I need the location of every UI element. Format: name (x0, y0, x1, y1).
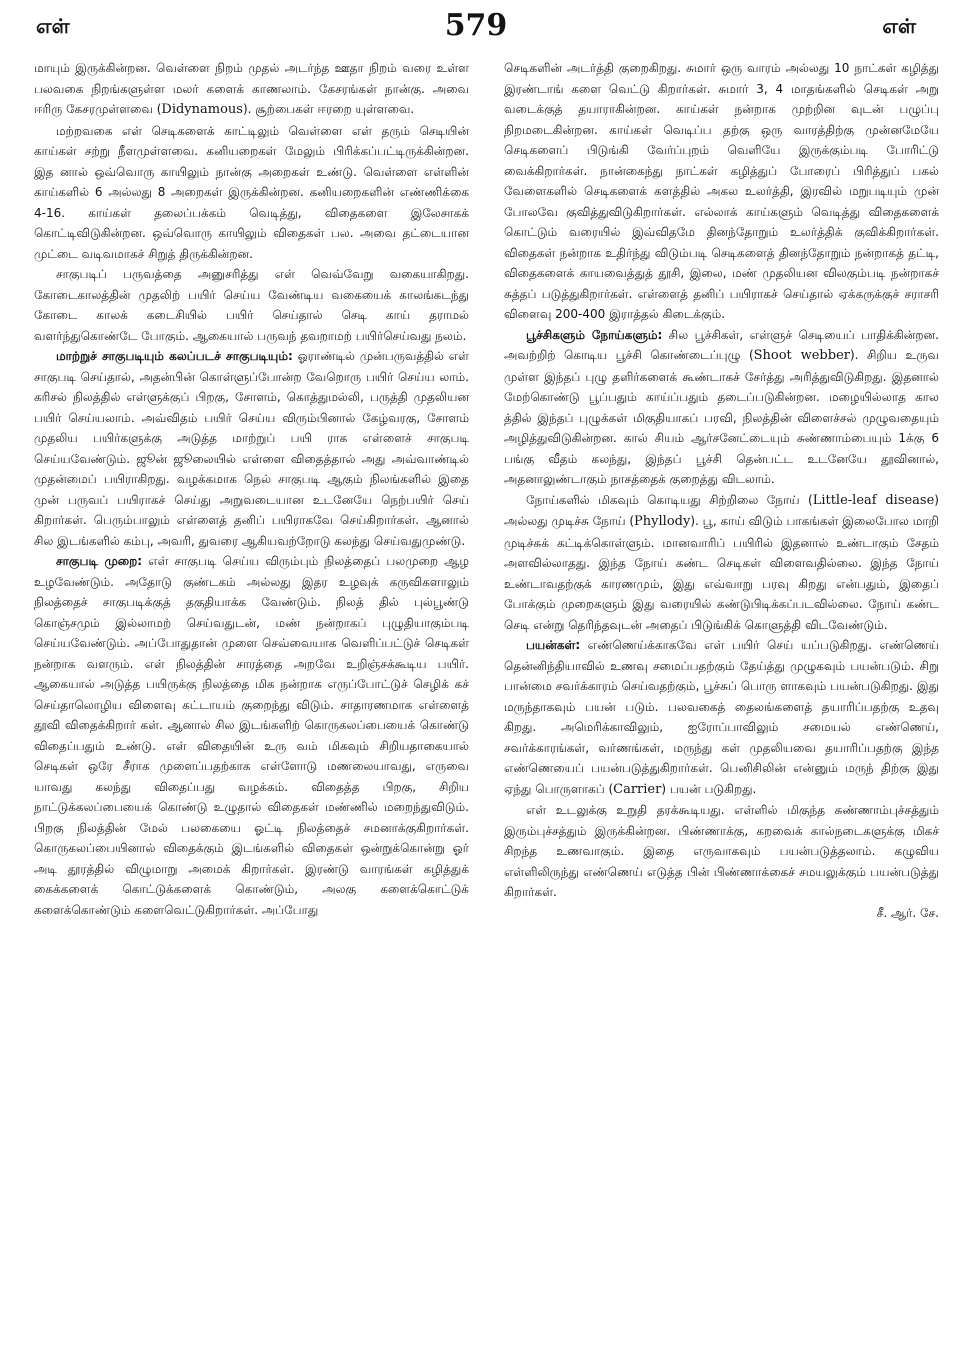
paragraph: சாகுபடிப் பருவத்தை அனுசரித்து எள் வெவ்வேறு வகையாகிறது. கோடைகாலத்தின் முதலிற் பயிர் செய்ய வேண்டிய வகையைக் காலங்கடந்து கோடை காலக் கடைசியில் பயிர் செய்தால் செடி காய் தராமல் வளர்ந்துகொண்டே போகும். ஆகையால் பருவந் தவறாமற் பயிர்செய்வது நலம். (34, 267, 469, 343)
paragraph: மற்றவகை எள் செடிகளைக் காட்டிலும் வெள்ளை எள் தரும் செடியின் காய்கள் சற்று நீளமுள்ளவை. கனியறைகள் மேலும் பிரிக்கப்பட்டிருக்கின்றன. இத னால் ஒவ்வொரு காயிலும் நான்கு அறைகள் உண்டு. வெள்ளை எள்ளின் காய்களில் 6 அல்லது 8 அறைகள் இருக்கின்றன. கனியறைகளின் எண்ணிக்கை 4-16. காய்கள் தலைப்பக்கம் வெடித்து, விதைகளை இலேசாகக் கொட்டிவிடுகின்றன. ஒவ்வொரு காயிலும் விதைகள் பல. அவை தட்டையான முட்டை வடிவமாகச் சிறுத் திருக்கின்றன. (34, 123, 469, 261)
paragraph: மாற்றுச் சாகுபடியும் கலப்படச் சாகுபடியும்: ஓராண்டில் முன்பருவத்தில் எள் சாகுபடி செய்தால், அதன்பின் கொள்ளுப்போன்ற வேறொரு பயிர் செய்ய லாம். கரிசல் நிலத்தில் எள்ளுக்குப் பிறகு, சோளம், கொத்துமல்லி, பருத்தி முதலியன பயிர் செய்யலாம். அவ்விதம் பயிர் செய்ய விரும்பினால் கேழ்வரகு, சோளம் முதலிய பயிர்களுக்கு அடுத்த மாற்றுப் பயி ராக எள்ளைச் சாகுபடி செய்யவேண்டும். ஜூன் ஜூலையில் எள்ளை விதைத்தால் அது அவ்வாண்டில் முதன்மைப் பயிராகிறது. வழக்கமாக நெல் சாகுபடி ஆகும் நிலங்களில் இதை முன் பருவப் பயிராகச் செய்து அறுவடையான உடனேயே நெற்பயிர் செய் கிறார்கள். பெரும்பாலும் எள்ளைத் தனிப் பயிராகவே செய்கிறார்கள். ஆனால் சில இடங்களில் கம்பு, அவரி, துவரை ஆகியவற்றோடு கலந்து செய்வதுமுண்டு. (34, 349, 469, 548)
latin-term: Didynamous (161, 102, 243, 117)
section-heading: சாகுபடி முறை: (56, 554, 143, 568)
latin-term: Carrier (613, 781, 662, 797)
running-head-left: எள் (36, 14, 70, 38)
left-text-column (34, 58, 469, 1348)
latin-term: Shoot webber (753, 348, 850, 363)
paragraph: சாகுபடி முறை: எள் சாகுபடி செய்ய விரும்பும் நிலத்தைப் பலமுறை ஆழ உழவேண்டும். அதோடு குண்டகம் அல்லது இதர உழவுக் கருவிகளாலும் நிலத்தைச் சாகுபடிக்குத் தகுதியாக்க வேண்டும். நிலத் தில் புல்பூண்டு கொஞ்சமும் இல்லாமற் செய்வதுடன், மண் நன்றாகப் புழுதியாகும்படி செய்யவேண்டும். அப்போதுதான் முளை செவ்வையாக வெளிப்பட்டுச் செடிகள் நன்றாக வளரும். எள் நிலத்தின் சாரத்தை அறவே உறிஞ்சக்கூடிய பயிர். ஆகையால் அடுத்த பயிருக்கு நிலத்தை மிக நன்றாக எருப்போட்டுச் செழிக் கச் செய்தாலொழிய விளைவு கட்டாயம் குறைந்து விடும். சாதாரணமாக எள்ளைத் தூவி விதைக்கிறார் கள். ஆனால் சில இடங்களிற் கொருகலப்பையைக் கொண்டு விதைப்பதும் உண்டு. எள் விதையின் உரு வம் மிகவும் சிறியதாகையால் செடிகள் ஒரே சீராக முளைப்பதற்காக எள்ளோடு மணலையாவது, எருவை யாவது கலந்து விதைப்பது வழக்கம். விதைத்த பிறகு, சிறிய நாட்டுக்கலப்பையைக் கொண்டு உழுதால் விதைகள் மண்ணில் மறைந்துவிடும். பிறகு நிலத்தின் மேல் பலகையை ஓட்டி நிலத்தைச் சமனாக்குகிறார்கள். கொருகலப்பையினால் விதைக்கும் இடங்களில் விதைகள் ஒன்றுக்கொன்று ஓர் அடி தூரத்தில் விழுமாறு அமைக் கிறார்கள். இரண்டு வாரங்கள் கழித்துக் கைக்களைக் கொட்டுக்களைக் கொண்டும், அலகு களைக்கொட்டுக் களைக்கொண்டும் களைவெட்டுகிறார்கள். அப்போது (34, 554, 469, 917)
paragraph: செடிகளின் அடர்த்தி குறைகிறது. சுமார் ஒரு வாரம் அல்லது 10 நாட்கள் கழித்து இரண்டாங் களை வெட்டு கிறார்கள். சுமார் 3, 4 மாதங்களில் செடிகள் அறு வடைக்குத் தயாராகின்றன. காய்கள் நன்றாக முற்றின வுடன் பழுப்பு நிறமடைகின்றன. காய்கள் வெடிப்ப தற்கு ஒரு வாரத்திற்கு முன்னமேயே செடிகளைப் பிடுங்கி வேர்ப்புறம் வெளியே இருக்கும்படி போரிட்டு வைக்கிறார்கள். நான்கைந்து நாட்கள் கழித்துப் போரைப் பிரித்துப் பகல் வேளைகளில் செடிகளைக் களத்தில் அகல உலர்த்தி, இரவில் மறுபடியும் முன் போலவே குவித்துவிடுகிறார்கள். எல்லாக் காய்களும் வெடித்து விதைகளைக் கொட்டும் வரையில் இவ்விதமே தினந்தோறும் உலர்த்திக் குவிக்கிறார்கள். விதைகள் நன்றாக உதிர்ந்து விடும்படி செடிகளைத் தினந்தோறும் நன்றாகத் தட்டி, விதைகளைக் காயவைத்துத் தூசி, இலை, மண் முதலியன விலகும்படி நன்றாகச் சுத்தப் படுத்துகிறார்கள். எள்ளைத் தனிப் பயிராகச் செய்தால் ஏக்கருக்குச் சராசரி விளைவு 200-400 இராத்தல் கிடைக்கும். (504, 61, 939, 321)
running-head-right: எள் (882, 14, 916, 38)
section-heading: பயன்கள்: (526, 638, 581, 652)
paragraph: நோய்களில் மிகவும் கொடியது சிற்றிலை நோய் (Little-leaf disease) அல்லது முடிச்சு நோய் (Phyllody). பூ, காய் விடும் பாகங்கள் இலைபோல மாறி முடிச்சுக் கட்டிக்கொள்ளும். மானவாரிப் பயிரில் இதனால் உண்டாகும் சேதம் அளவில்லாதது. இந்த நோய் கண்ட செடிகள் விளைவதில்லை. இந்த நோய் உண்டாவதற்குக் காரணமும், இது எவ்வாறு பரவு கிறது என்பதும், இதைப் போக்கும் முறைகளும் இது வரையில் கண்டுபிடிக்கப்படவில்லை. நோய் கண்ட செடி என்று தெரிந்தவுடன் அதைப் பிடுங்கிக் கொளுத்தி விடவேண்டும். (504, 492, 939, 632)
latin-term: Little-leaf disease (812, 492, 935, 508)
page-header (36, 4, 916, 52)
section-heading: மாற்றுச் சாகுபடியும் கலப்படச் சாகுபடியும்: (56, 349, 293, 363)
right-text-column (504, 58, 939, 1348)
paragraph: பூச்சிகளும் நோய்களும்: சில பூச்சிகள், எள்ளுச் செடியைப் பாதிக்கின்றன. அவற்றிற் கொடிய பூச்சி கொண்டைப்புழு (Shoot webber). சிறிய உருவ முள்ள இந்தப் புழு தளிர்களைக் கூண்டாகச் சேர்த்து அரித்துவிடுகிறது. இதனால் மேற்கொண்டு பூப்பதும் காய்ப்பதும் தடைப்படுகின்றன. மழையில்லாத கால த்தில் இந்தப் புழுக்கள் மிகுதியாகப் பரவி, நிலத்தின் விளைச்சல் முழுவதையும் அழித்துவிடுகின்றன. கால் சியம் ஆர்சனேட்டையும் சுண்ணாம்பையும் 1க்கு 6 பங்கு வீதம் கலந்து, இந்தப் பூச்சி தென்பட்ட உடனேயே தூவினால், அதனாலுண்டாகும் நாசத்தைக் குறைத்து விடலாம். (504, 327, 939, 486)
section-heading: பூச்சிகளும் நோய்களும்: (526, 327, 663, 342)
author-initials: சீ. ஆர். சே. (876, 905, 939, 920)
paragraph: மாயும் இருக்கின்றன. வெள்ளை நிறம் முதல் அடர்ந்த ஊதா நிறம் வரை உள்ள பலவகை நிறங்களுள்ள மலர் களைக் காணலாம். கேசரங்கள் நான்கு. அவை ஈரிரு கேசரமுள்ளவை (Didynamous). சூற்பைகள் ஈரறை யுள்ளவை. (34, 61, 469, 117)
paragraph: பயன்கள்: எண்ணெய்க்காகவே எள் பயிர் செய் யப்படுகிறது. எண்ணெய் தென்னிந்தியாவில் உணவு சமைப்பதற்கும் தேய்த்து முழுகவும் பயன்படும். சிறு பான்மை சவர்க்காரம் செய்வதற்கும், பூச்சுப் பொரு ளாகவும் பயன்படுகிறது. இது மருந்தாகவும் பயன் படும். பலவகைத் தைலங்களைத் தயாரிப்பதற்கு உதவு கிறது. அமெரிக்காவிலும், ஐரோப்பாவிலும் சமையல் எண்ணெய், சவர்க்காரங்கள், வர்ணங்கள், மருந்து கள் முதலியவை தயாரிப்பதற்கு இந்த எண்ணெயைப் பயன்படுத்துகிறார்கள். பெனிசிலின் என்னும் மருந் திற்கு இது ஏந்து பொருளாகப் (Carrier) பயன் படுகிறது. (504, 638, 939, 797)
page-number: 579 (444, 8, 508, 43)
paragraph: எள் உடலுக்கு உறுதி தரக்கூடியது. எள்ளில் மிகுந்த சுண்ணாம்புச்சத்தும் இரும்புச்சத்தும் இருக்கின்றன. பிண்ணாக்கு, கறவைக் கால்நடைகளுக்கு மிகச் சிறந்த உணவாகும். இதை எருவாகவும் பயன்படுத்தலாம். கழுவிய எள்ளிலிருந்து எண்ணெய் எடுத்த பின் பிண்ணாக்கைச் சமயலுக்கும் பயன்படுத்து கிறார்கள். (504, 803, 939, 899)
latin-term: Phyllody (634, 514, 691, 529)
